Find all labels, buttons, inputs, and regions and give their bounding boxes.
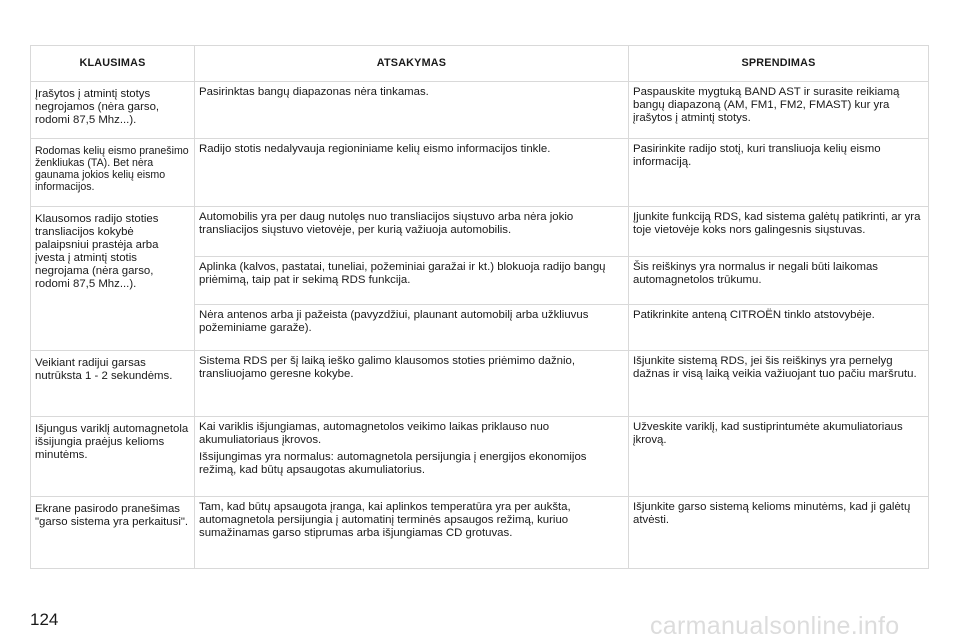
answer-cell xyxy=(195,139,629,207)
answer-text: Išsijungimas yra normalus: automagnetola persijungia į energijos ekonomijos režimą, kad būtų apsaugotas akumuliatorius. xyxy=(199,451,587,476)
solution-cell: Užveskite variklį, kad sustiprintumėte akumuliatoriaus įkrovą. xyxy=(629,417,929,497)
answer-text: Aplinka (kalvos, pastatai, tuneliai, požeminiai garažai ir kt.) blokuoja radijo bangų priėmimą, taip pat ir sekimą RDS funkcija. xyxy=(199,261,606,286)
table-row xyxy=(31,497,929,569)
answer-text: Automobilis yra per daug nutolęs nuo transliacijos siųstuvo arba nėra jokio transliacijos siųstuvo vietovėje, per kurią važiuoja automobilis. xyxy=(199,211,574,236)
table-row xyxy=(31,139,929,207)
solution-cell: Šis reiškinys yra normalus ir negali būti laikomas automagnetolos trūkumu. xyxy=(629,257,929,305)
table-row xyxy=(31,417,929,497)
question-cell: Išjungus variklį automagnetola išsijungia praėjus kelioms minutėms. xyxy=(31,417,195,497)
solution-cell: Įjunkite funkciją RDS, kad sistema galėtų patikrinti, ar yra toje vietovėje koks nors galingesnis siųstuvas. xyxy=(629,207,929,257)
header-question: KLAUSIMAS xyxy=(31,46,195,82)
question-cell: Ekrane pasirodo pranešimas "garso sistema yra perkaitusi". xyxy=(31,497,195,569)
solution-cell: Paspauskite mygtuką BAND AST ir surasite reikiamą bangų diapazoną (AM, FM1, FM2, FMAST) kur yra įrašytos į atmintį stotys. xyxy=(629,82,929,139)
table-row xyxy=(31,82,929,139)
troubleshooting-table xyxy=(30,45,929,569)
table-header-row xyxy=(31,46,929,82)
answer-cell xyxy=(195,351,629,417)
header-solution: SPRENDIMAS xyxy=(629,46,929,82)
question-cell: Klausomos radijo stoties transliacijos kokybė palaipsniui prastėja arba įvesta į atmintį stotis negrojama (nėra garso, rodomi 87,5 Mhz...). xyxy=(31,207,195,351)
answer-text: Tam, kad būtų apsaugota įranga, kai aplinkos temperatūra yra per aukšta, automagnetola persijungia į automatinį terminės apsaugos režimą, kuriuo sumažinamas garso stiprumas arba išjungiamas CD grotuvas. xyxy=(199,501,571,539)
answer-cell xyxy=(195,257,629,305)
solution-cell: Pasirinkite radijo stotį, kuri transliuoja kelių eismo informaciją. xyxy=(629,139,929,207)
answer-text: Radijo stotis nedalyvauja regioniniame kelių eismo informacijos tinkle. xyxy=(199,143,551,155)
answer-cell xyxy=(195,207,629,257)
answer-text: Pasirinktas bangų diapazonas nėra tinkamas. xyxy=(199,86,429,98)
answer-cell xyxy=(195,305,629,351)
answer-text: Kai variklis išjungiamas, automagnetolos veikimo laikas priklauso nuo akumuliatoriaus įkrovos. xyxy=(199,421,550,446)
question-cell: Įrašytos į atmintį stotys negrojamos (nėra garso, rodomi 87,5 Mhz...). xyxy=(31,82,195,139)
answer-cell xyxy=(195,497,629,569)
table-row xyxy=(31,207,929,257)
answer-text: Sistema RDS per šį laiką ieško galimo klausomos stoties priėmimo dažnio, transliuojamo geresne kokybe. xyxy=(199,355,576,380)
answer-cell xyxy=(195,417,629,497)
troubleshooting-table-container xyxy=(30,45,928,569)
solution-cell: Išjunkite garso sistemą kelioms minutėms, kad ji galėtų atvėsti. xyxy=(629,497,929,569)
answer-text: Nėra antenos arba ji pažeista (pavyzdžiui, plaunant automobilį arba užkliuvus požeminiame garaže). xyxy=(199,309,589,334)
header-answer: ATSAKYMAS xyxy=(195,46,629,82)
question-cell: Rodomas kelių eismo pranešimo ženkliukas (TA). Bet nėra gaunama jokios kelių eismo informacijos. xyxy=(31,139,195,207)
answer-cell xyxy=(195,82,629,139)
question-cell: Veikiant radijui garsas nutrūksta 1 - 2 sekundėms. xyxy=(31,351,195,417)
table-row xyxy=(31,351,929,417)
page-number: 124 xyxy=(30,610,59,629)
solution-cell: Patikrinkite anteną CITROËN tinklo atstovybėje. xyxy=(629,305,929,351)
solution-cell: Išjunkite sistemą RDS, jei šis reiškinys yra pernelyg dažnas ir visą laiką veikia važiuojant tuo pačiu maršrutu. xyxy=(629,351,929,417)
watermark-text: carmanualsonline.info xyxy=(650,612,900,640)
